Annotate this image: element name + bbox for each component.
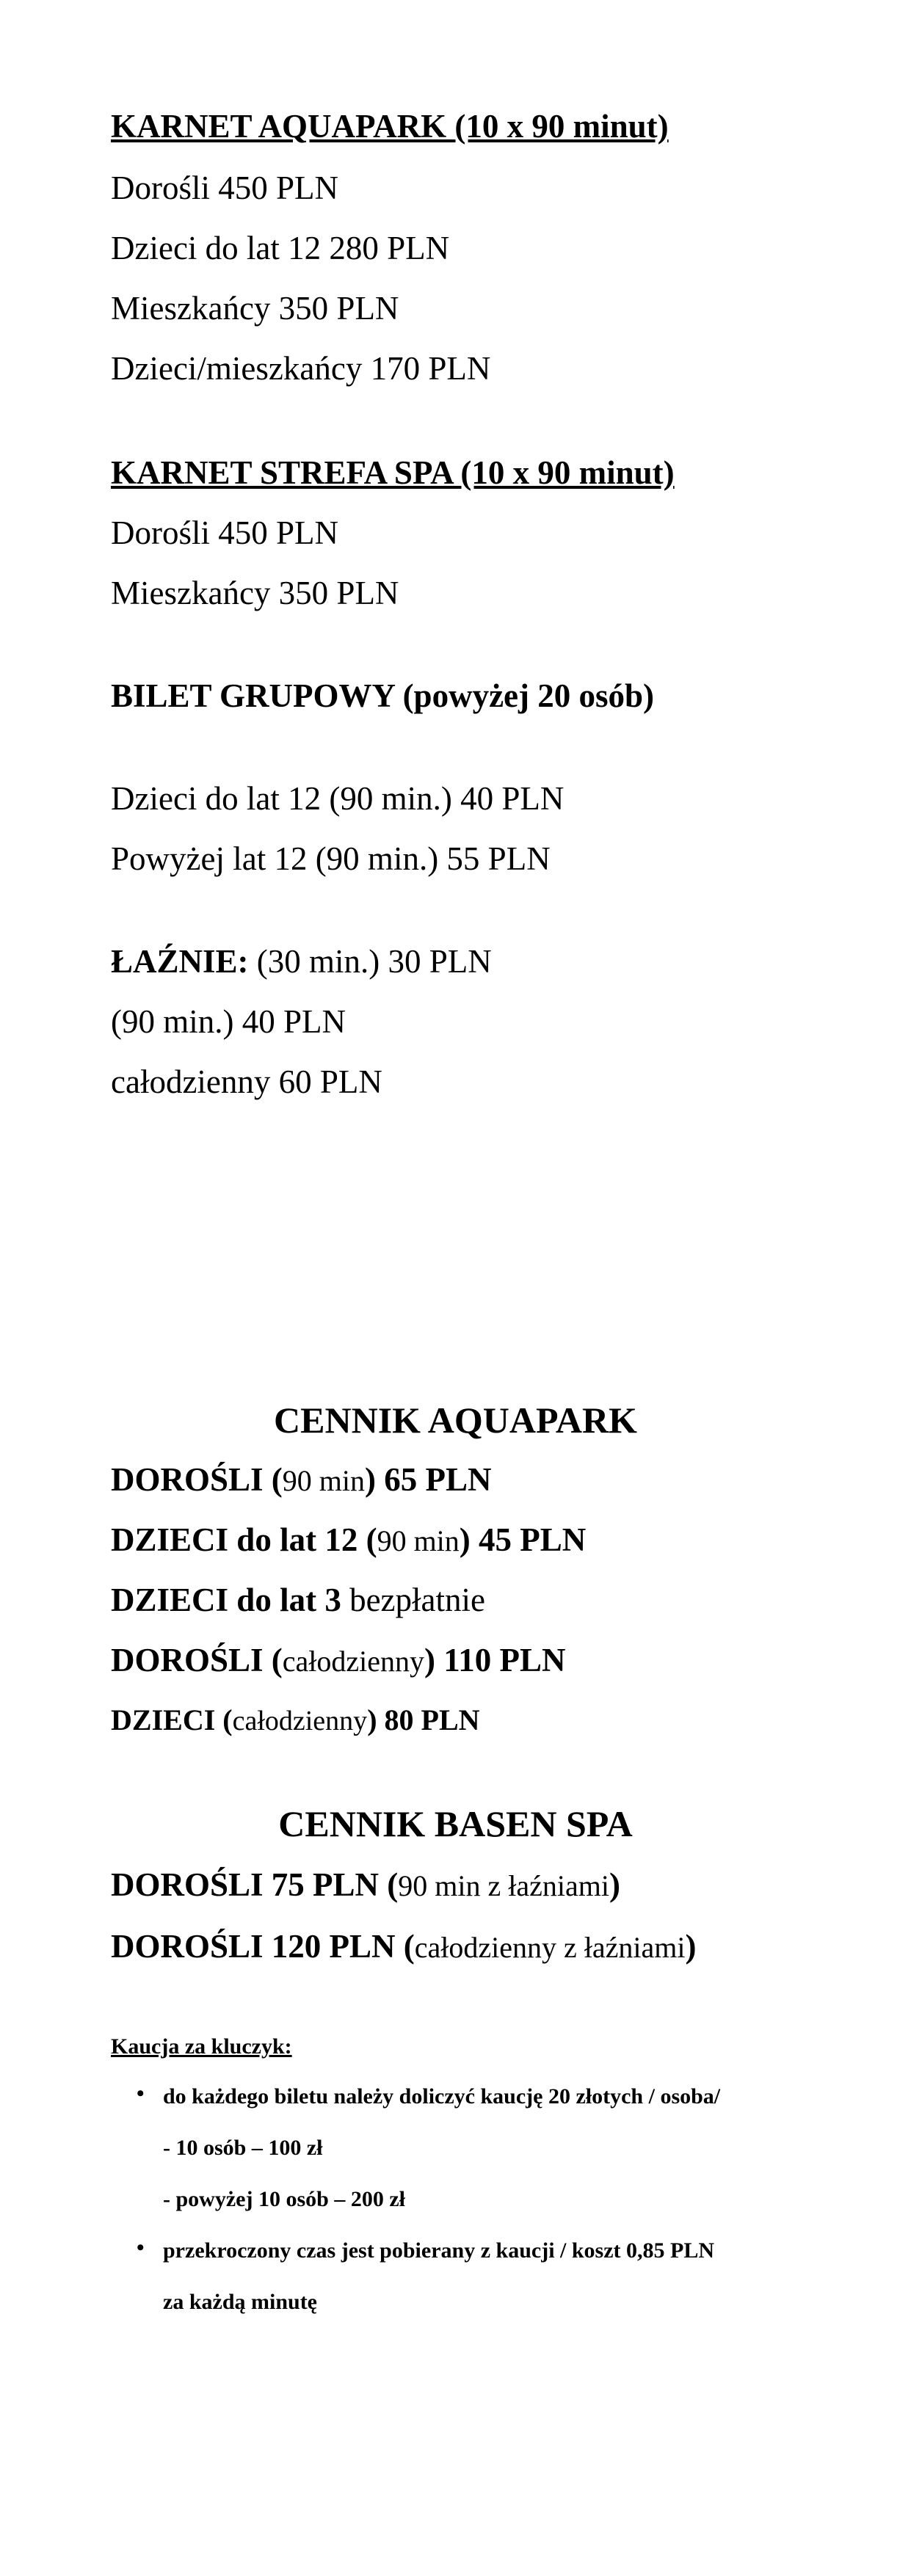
bilet-grupowy-line: Dzieci do lat 12 (90 min.) 40 PLN: [111, 780, 565, 817]
cennik-aquapark-row: [111, 1641, 566, 1679]
row-part: DZIECI do lat 3: [111, 1582, 341, 1618]
cennik-aquapark-title: CENNIK AQUAPARK: [274, 1400, 637, 1441]
row-part: DZIECI (: [111, 1703, 233, 1736]
karnet-spa-heading: KARNET STREFA SPA (10 x 90 minut): [111, 454, 675, 491]
row-part: całodzienny z łaźniami: [414, 1931, 686, 1964]
cennik-spa-row: [111, 1866, 620, 1904]
row-part: ) 65 PLN: [365, 1461, 492, 1498]
row-part: ) 110 PLN: [424, 1642, 566, 1678]
kaucja-heading: Kaucja za kluczyk:: [111, 2034, 292, 2059]
bullet-dot-icon: •: [137, 2235, 145, 2260]
row-part: ) 45 PLN: [459, 1521, 587, 1558]
row-part: ): [685, 1928, 697, 1965]
kaucja-bullet-1: do każdego biletu należy doliczyć kaucję 20 złotych / osoba/: [163, 2084, 721, 2109]
laznie-line: (90 min.) 40 PLN: [111, 1003, 346, 1040]
cennik-aquapark-row: [111, 1460, 492, 1499]
row-part: bezpłatnie: [341, 1582, 485, 1618]
karnet-aquapark-line: Dzieci/mieszkańcy 170 PLN: [111, 350, 491, 387]
cennik-aquapark-row: [111, 1521, 586, 1559]
row-part: ) 80 PLN: [367, 1703, 480, 1736]
karnet-spa-line: Mieszkańcy 350 PLN: [111, 575, 399, 611]
kaucja-bullet-2: przekroczony czas jest pobierany z kaucji / koszt 0,85 PLN: [163, 2238, 715, 2263]
row-part: ): [609, 1866, 620, 1903]
laznie-line: całodzienny 60 PLN: [111, 1063, 382, 1100]
row-part: DOROŚLI (: [111, 1461, 283, 1498]
row-part: DOROŚLI 75 PLN (: [111, 1866, 399, 1903]
laznie-label: ŁAŹNIE:: [111, 943, 249, 980]
cennik-aquapark-row: [111, 1581, 485, 1619]
cennik-spa-row: [111, 1927, 697, 1965]
kaucja-sub-2: - powyżej 10 osób – 200 zł: [163, 2187, 405, 2211]
karnet-aquapark-heading: KARNET AQUAPARK (10 x 90 minut): [111, 108, 669, 145]
row-part: 90 min: [282, 1464, 366, 1497]
bullet-dot-icon: •: [137, 2081, 145, 2106]
laznie-first: (30 min.) 30 PLN: [248, 943, 492, 980]
karnet-aquapark-line: Mieszkańcy 350 PLN: [111, 290, 399, 327]
kaucja-sub-1: - 10 osób – 100 zł: [163, 2136, 323, 2160]
karnet-aquapark-line: Dzieci do lat 12 280 PLN: [111, 230, 450, 266]
row-part: DOROŚLI (: [111, 1642, 283, 1678]
karnet-spa-line: Dorośli 450 PLN: [111, 514, 339, 551]
cennik-aquapark-row: [111, 1703, 480, 1737]
bilet-grupowy-heading: BILET GRUPOWY (powyżej 20 osób): [111, 677, 655, 714]
kaucja-bullet-2-cont: za każdą minutę: [163, 2290, 317, 2314]
cennik-spa-title: CENNIK BASEN SPA: [278, 1803, 633, 1844]
laznie-line: [111, 942, 492, 980]
row-part: 90 min: [377, 1524, 460, 1557]
row-part: całodzienny: [232, 1706, 368, 1736]
row-part: 90 min z łaźniami: [398, 1869, 609, 1902]
row-part: DZIECI do lat 12 (: [111, 1521, 377, 1558]
row-part: DOROŚLI 120 PLN (: [111, 1928, 415, 1965]
bilet-grupowy-line: Powyżej lat 12 (90 min.) 55 PLN: [111, 840, 551, 877]
karnet-aquapark-line: Dorośli 450 PLN: [111, 170, 339, 206]
row-part: całodzienny: [282, 1645, 425, 1678]
